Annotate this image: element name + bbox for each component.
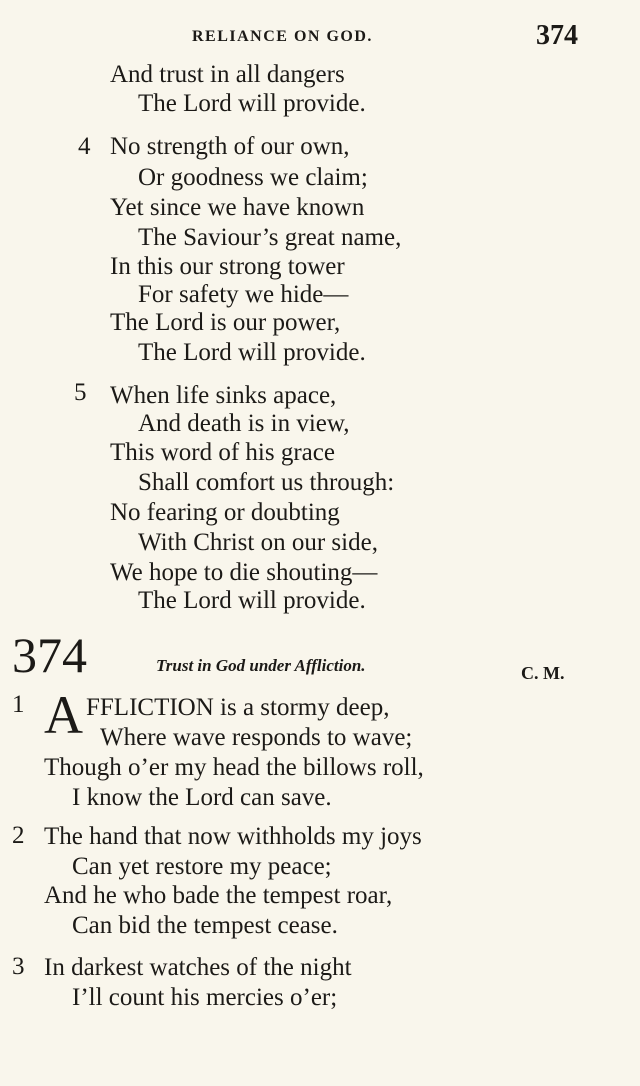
stanza-number: 5	[74, 379, 87, 406]
verse-line: And death is in view,	[138, 410, 350, 437]
verse-line: Shall comfort us through:	[138, 469, 395, 496]
verse-line: The hand that now withholds my joys	[44, 823, 422, 850]
hymn-number: 374	[12, 627, 87, 683]
verse-line: This word of his grace	[110, 439, 335, 466]
verse-line: Yet since we have known	[110, 194, 365, 221]
stanza-number: 2	[12, 822, 25, 849]
hymn-title: Trust in God under Affliction.	[156, 656, 366, 675]
verse-line: And trust in all dangers	[110, 61, 345, 88]
verse-line: And he who bade the tempest roar,	[44, 882, 393, 909]
drop-cap: A	[44, 685, 83, 745]
verse-line: The Lord will provide.	[138, 339, 366, 366]
verse-line: In this our strong tower	[110, 253, 345, 280]
verse-line: The Saviour’s great name,	[138, 224, 402, 251]
verse-line: Can bid the tempest cease.	[72, 912, 338, 939]
verse-line: Though o’er my head the billows roll,	[44, 754, 424, 781]
verse-line: Or goodness we claim;	[138, 164, 368, 191]
page-header	[0, 18, 640, 58]
verse-line: The Lord will provide.	[138, 587, 366, 614]
running-head: RELIANCE ON GOD.	[192, 28, 373, 45]
verse-line: Where wave responds to wave;	[100, 724, 413, 751]
verse-line: We hope to die shouting—	[110, 559, 378, 586]
verse-line: I’ll count his mercies o’er;	[72, 984, 338, 1011]
verse-line: Can yet restore my peace;	[72, 853, 332, 880]
verse-line: For safety we hide—	[138, 281, 349, 308]
verse-line: When life sinks apace,	[110, 382, 337, 409]
verse-line: With Christ on our side,	[138, 529, 378, 556]
page-number: 374	[536, 20, 578, 51]
stanza-number: 3	[12, 953, 25, 980]
verse-line: FFLICTION is a stormy deep,	[86, 694, 390, 721]
verse-line: The Lord is our power,	[110, 309, 341, 336]
verse-line: In darkest watches of the night	[44, 954, 352, 981]
verse-line: No strength of our own,	[110, 133, 350, 160]
verse-line: No fearing or doubting	[110, 499, 340, 526]
verse-line: I know the Lord can save.	[72, 784, 332, 811]
stanza-number: 4	[78, 133, 91, 160]
stanza-number: 1	[12, 691, 25, 718]
hymn-meter: C. M.	[521, 663, 565, 683]
verse-line: The Lord will provide.	[138, 90, 366, 117]
